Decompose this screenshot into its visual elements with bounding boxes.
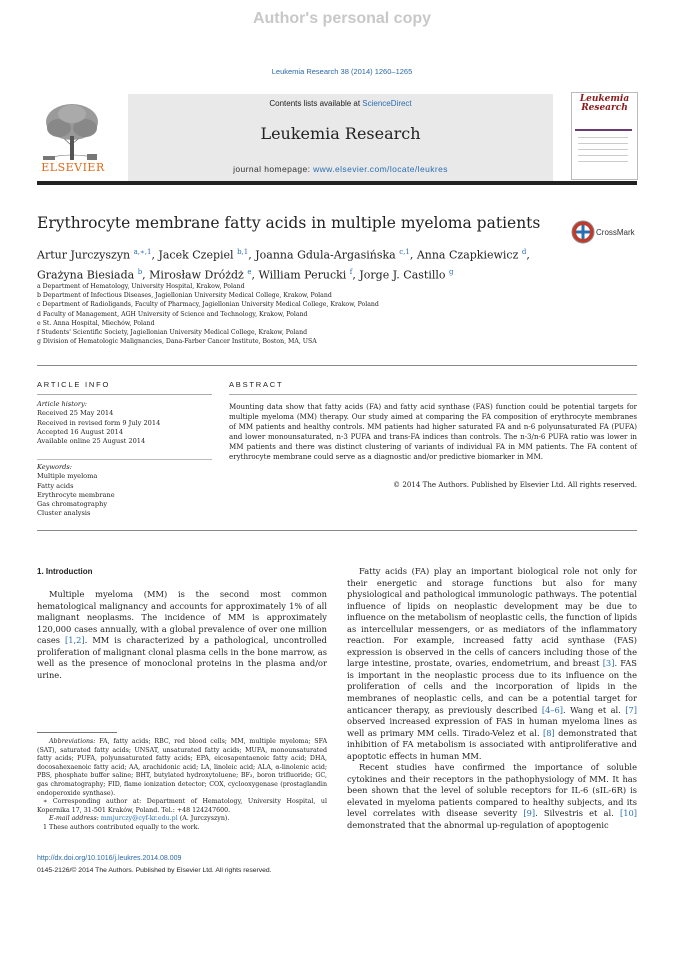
cover-line <box>578 143 628 144</box>
paragraph-text: demonstrated that the abnormal up-regulation of apoptogenic <box>347 820 609 831</box>
keywords-rule <box>37 459 212 460</box>
homepage-url-link[interactable]: www.elsevier.com/locate/leukres <box>313 164 448 174</box>
paragraph-text: observed increased expression of FAS in human myeloma lines as well as primary MM cells. Tirado-Velez et al. <box>347 716 637 738</box>
paragraph-text: . Silvestris et al. <box>535 808 620 819</box>
cover-title-line2: Research <box>581 103 628 113</box>
cover-line <box>578 161 628 162</box>
contents-line <box>128 99 553 108</box>
affiliation: f Students' Scientific Society, Jagiellonian University Medical College, Krakow, Poland <box>37 329 308 337</box>
affiliation-list <box>37 282 379 346</box>
journal-cover-thumbnail <box>571 92 638 180</box>
contents-prefix: Contents lists available at <box>269 99 361 108</box>
history-label: Article history: <box>37 400 87 408</box>
email-footnote <box>37 815 327 824</box>
author-separator: , <box>352 268 356 282</box>
citation-link[interactable]: [8] <box>542 727 555 738</box>
paragraph-text: . FAS is important in the neoplastic process due to its influence on the proliferation of cells and the incorporation of lipids in the membranes of neoplastic cells, and can be a potential target for anticancer therapy, as previously described <box>347 658 637 715</box>
keywords-block <box>37 463 217 519</box>
article-title: Erythrocyte membrane fatty acids in multiple myeloma patients <box>37 214 541 232</box>
abstract-rule <box>229 394 637 395</box>
history-item: Received 25 May 2014 <box>37 409 114 418</box>
paragraph-text: . MM is characterized by a pathological, uncontrolled proliferation of malignant clonal plasma cells in the bone marrow, as well as the presence of monoclonal proteins in the plasma and/or urine. <box>37 635 327 680</box>
journal-title: Leukemia Research <box>260 124 421 143</box>
author-separator: , <box>409 248 414 262</box>
author-name[interactable]: Jacek Czepiel <box>158 248 234 262</box>
equal-contribution-footnote: 1 These authors contributed equally to the work. <box>43 823 200 831</box>
author-name[interactable]: Grażyna Biesiada <box>37 268 135 282</box>
affiliation: g Division of Hematologic Malignancies, Dana-Farber Cancer Institute, Boston, MA, USA <box>37 338 317 346</box>
cover-line <box>578 149 628 150</box>
footnote-rule <box>37 732 117 733</box>
intro-left-column <box>37 589 327 681</box>
abbreviations-label: Abbreviations: <box>49 738 96 745</box>
sciencedirect-link[interactable]: ScienceDirect <box>362 99 412 108</box>
affiliation: d Faculty of Management, AGH University of Science and Technology, Krakow, Poland <box>37 310 308 318</box>
author-separator: , <box>248 248 252 262</box>
abbreviations-text: FA, fatty acids; RBC, red blood cells; MM, multiple myeloma; SFA (SAT), saturated fatty acids; UNSAT, unsaturated fatty acids; MUFA, monounsaturated fatty acids; PUFA, polyunsaturated fatty acids; EPA, eicosapentaenoic fatty acid; DHA, docosahexaenoic fatty acid; AA, arachidonic acid; LA, linoleic acid; ALA, α-linolenic acid; PBS, phosphate buffer saline; BHT, butylated hydroxytoluene; BF₃, boron trifluoride; GC, gas chromatography; FID, flame ionization detector; COX, cyclooxygenase (prostaglandin endoperoxide synthase). <box>37 738 327 797</box>
author-name[interactable]: Artur Jurczyszyn <box>37 248 131 262</box>
affiliation: c Department of Radioligands, Faculty of Pharmacy, Jagiellonian University Medical College, Krakow, Poland <box>37 301 379 309</box>
keyword: Gas chromatography <box>37 500 108 509</box>
paragraph-text: Multiple myeloma (MM) is the second most common hematological malignancy and accounts for approximately 1% of all malignant neoplasms. The incidence of MM is approximately 120,000 cases annually, with a global prevalence of over one million cases <box>37 589 327 646</box>
corresponding-author-footnote: ∗ Corresponding author at: Department of Hematology, University Hospital, ul Kopernika 17, 31-501 Kraków, Poland. Tel.: +48 124247600. <box>37 798 327 814</box>
citation-link[interactable]: [1,2] <box>65 635 85 646</box>
author-name[interactable]: Jorge J. Castillo <box>359 268 446 282</box>
cover-line <box>578 137 628 138</box>
abstract-heading: ABSTRACT <box>229 380 284 389</box>
author-affiliation-marker[interactable]: b <box>137 267 143 276</box>
section-heading-introduction: 1. Introduction <box>37 567 93 576</box>
affiliation: a Department of Hematology, University Hospital, Krakow, Poland <box>37 283 245 290</box>
author-name[interactable]: Joanna Gdula-Argasińska <box>255 248 396 262</box>
author-separator: , <box>151 248 155 262</box>
email-author-name: (A. Jurczyszyn). <box>177 815 230 823</box>
paragraph <box>347 762 637 831</box>
author-list <box>37 244 557 283</box>
intro-right-column <box>347 566 637 832</box>
cover-divider <box>575 129 632 131</box>
keyword: Multiple myeloma <box>37 472 98 481</box>
cover-title <box>572 95 637 113</box>
author-name[interactable]: Mirosław Dróżdż <box>149 268 244 282</box>
abstract-copyright: © 2014 The Authors. Published by Elsevier Ltd. All rights reserved. <box>392 480 637 489</box>
cover-title-line1: Leukemia <box>579 94 630 104</box>
author-affiliation-marker[interactable]: f <box>349 267 353 276</box>
article-info-heading: ARTICLE INFO <box>37 380 111 389</box>
citation-link[interactable]: [7] <box>625 704 638 715</box>
journal-homepage <box>128 164 553 174</box>
author-separator: , <box>526 248 530 262</box>
section-rule <box>37 530 637 531</box>
abstract-text: Mounting data show that fatty acids (FA) and fatty acid synthase (FAS) function could be potential targets for multiple myeloma (MM) therapy. Our study aimed at comparing the FA composition of erythrocyte membranes of MM patients and healthy controls. MM patients had higher saturated FA and n-6 polyunsaturated FA (PUFA) and lower monounsaturated, n-3 PUFA and trans-FA indices than controls. The n-3/n-6 PUFA ratio was lower in MM patients and there was distinct clustering of variants of individual FA in MM patients. The FA content of erythrocyte membrane could serve as a diagnostic and/or predictive biomarker in MM. <box>229 402 637 462</box>
watermark: Author's personal copy <box>252 10 432 27</box>
citation-link[interactable]: [3] <box>602 658 615 669</box>
author-affiliation-marker[interactable]: c,1 <box>399 248 410 256</box>
journal-reference-link[interactable]: Leukemia Research 38 (2014) 1260–1265 <box>271 67 413 76</box>
paragraph-text: demonstrated that inhibition of FA metabolism is associated with antiproliferative and apoptotic effects in human MM. <box>347 727 637 761</box>
history-item: Accepted 16 August 2014 <box>37 427 124 436</box>
abbreviations-footnote <box>37 738 327 798</box>
paragraph <box>347 566 637 762</box>
author-affiliation-marker[interactable]: a,∗,1 <box>133 248 152 256</box>
author-affiliation-marker[interactable]: e <box>247 267 252 276</box>
section-rule <box>37 365 637 366</box>
affiliation: e St. Anna Hospital, Miechów, Poland <box>37 319 155 327</box>
author-separator: , <box>251 268 256 282</box>
author-name[interactable]: Anna Czapkiewicz <box>416 248 519 262</box>
crossmark-label[interactable]: CrossMark <box>596 228 635 237</box>
doi-link[interactable]: http://dx.doi.org/10.1016/j.leukres.2014.08.009 <box>37 855 182 862</box>
author-affiliation-marker[interactable]: d <box>521 248 527 256</box>
paragraph-text: Recent studies have confirmed the importance of soluble cytokines and their receptors in the pathophysiology of MM. It has been shown that the level of soluble receptors for IL-6 (sIL-6R) is elevated in myeloma patients compared to healthy subjects, and its level correlates with disease severity <box>347 762 637 819</box>
author-affiliation-marker[interactable]: b,1 <box>237 248 249 256</box>
keyword: Erythrocyte membrane <box>37 490 115 499</box>
paragraph <box>37 589 327 681</box>
citation-link[interactable]: [10] <box>619 808 637 819</box>
affiliation: b Department of Infectious Diseases, Jagiellonian University Medical College, Krakow, Poland <box>37 292 332 300</box>
history-item: Available online 25 August 2014 <box>37 437 146 446</box>
paragraph-text: Fatty acids (FA) play an important biological role not only for their energetic and storage functions but also for many physiological and pathological immunologic pathways. The potential influence of lipids on neoplastic development may be due to influence on the metabolism of neoplastic cells, the function of lipids as intercellular messengers, or as mediators of the inflammatory reaction. For example, increased fatty acid synthase (FAS) expression is observed in the cells of cancers including those of the large intestine, prostate, ovaries, endometrium, and breast <box>347 566 637 669</box>
keyword: Fatty acids <box>37 481 74 490</box>
paragraph-text: . Wang et al. <box>563 704 626 715</box>
footnotes <box>37 738 327 833</box>
issn-copyright: 0145-2126/© 2014 The Authors. Published by Elsevier Ltd. All rights reserved. <box>37 867 272 874</box>
history-item: Received in revised form 9 July 2014 <box>37 418 161 427</box>
header-rule <box>37 181 637 185</box>
elsevier-wordmark: ELSEVIER <box>41 161 105 174</box>
email-label: E-mail address: <box>49 815 99 823</box>
cover-line <box>578 155 628 156</box>
journal-banner <box>128 94 553 181</box>
author-separator: , <box>142 268 146 282</box>
author-name[interactable]: William Perucki <box>258 268 347 282</box>
citation-link[interactable]: [9] <box>523 808 536 819</box>
article-info-rule <box>37 394 212 395</box>
email-link[interactable]: mmjurczy@cyf-kr.edu.pl <box>100 815 178 823</box>
citation-link[interactable]: [4–6] <box>541 704 564 715</box>
keywords-label: Keywords: <box>37 463 72 471</box>
homepage-prefix: journal homepage: <box>233 164 311 174</box>
keyword: Cluster analysis <box>37 509 91 518</box>
article-history <box>37 400 217 446</box>
author-affiliation-marker[interactable]: g <box>449 267 454 276</box>
